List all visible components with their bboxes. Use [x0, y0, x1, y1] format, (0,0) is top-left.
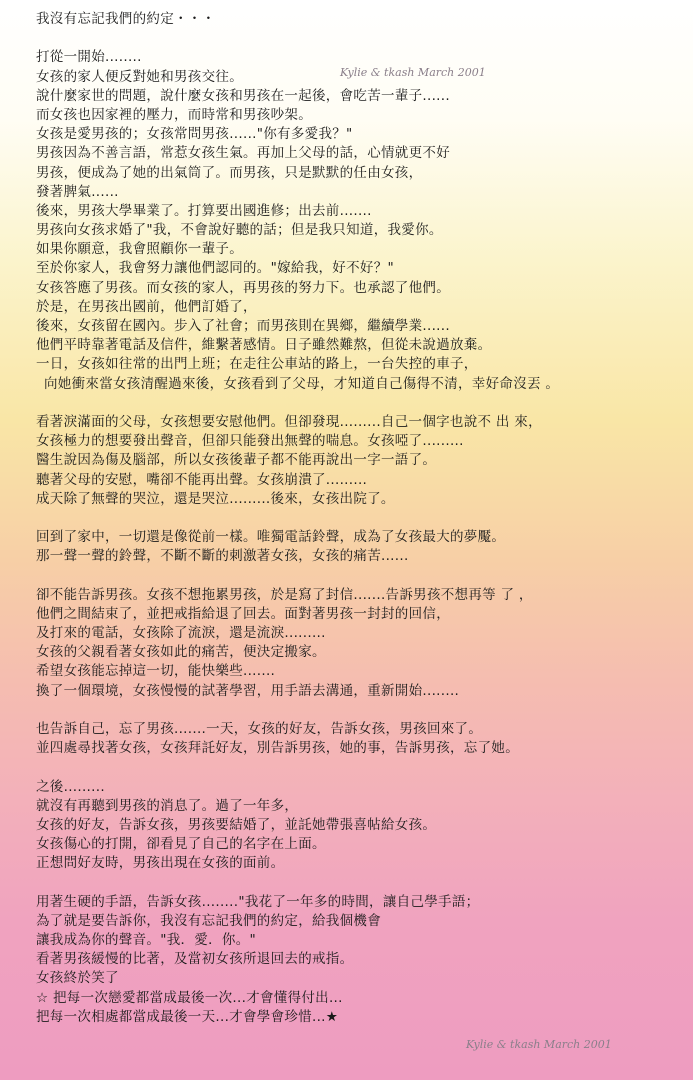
text-line: 成天除了無聲的哭泣，還是哭泣.........後來，女孩出院了。: [36, 490, 395, 507]
text-line: 後來，女孩留在國內。步入了社會；而男孩則在異鄉，繼續學業......: [36, 318, 450, 334]
spacer: [36, 29, 676, 48]
text-line: 他們平時靠著電話及信件，維繫著感情。日子雖然難熬，但從未說過放棄。: [36, 337, 492, 354]
paragraph: [36, 413, 676, 509]
text-line: 回到了家中，一切還是像從前一樣。唯獨電話鈴聲，成為了女孩最大的夢魘。: [36, 529, 506, 546]
text-line: 女孩是愛男孩的；女孩常問男孩......"你有多愛我？": [36, 126, 353, 143]
text-line: 至於你家人，我會努力讓他們認同的。"嫁給我，好不好？": [36, 260, 395, 277]
signature-watermark-top: Kylie & tkash March 2001: [340, 66, 486, 79]
paragraph: [36, 778, 676, 874]
paragraph: [36, 893, 676, 1027]
text-line: 讓我成為你的聲音。"我．愛．你。": [36, 932, 257, 948]
text-line: 看著淚滿面的父母，女孩想要安慰他們。但卻發現.........自己一個字也說不 出 來，: [36, 413, 542, 430]
text-line: 換了一個環境，女孩慢慢的試著學習，用手語去溝通，重新開始........: [36, 682, 460, 699]
text-line: 女孩極力的想要發出聲音，但卻只能發出無聲的喘息。女孩啞了.........: [36, 433, 464, 450]
spacer: [36, 509, 676, 528]
paragraph: [36, 586, 676, 701]
text-line: 女孩的父親看著女孩如此的痛苦，便決定搬家。: [36, 644, 326, 661]
signature-watermark-bottom: Kylie & tkash March 2001: [466, 1038, 612, 1051]
text-line: 發著脾氣......: [36, 183, 119, 200]
text-line: 女孩的好友，告訴女孩，男孩要結婚了，並託她帶張喜帖給女孩。: [36, 816, 437, 833]
text-line: 說什麼家世的問題，說什麼女孩和男孩在一起後，會吃苦一輩子......: [36, 87, 450, 104]
text-line: 正想問好友時，男孩出現在女孩的面前。: [36, 855, 285, 872]
text-line: 之後.........: [36, 778, 105, 795]
text-line: 就沒有再聽到男孩的消息了。過了一年多，: [36, 797, 299, 814]
text-line: 一日，女孩如往常的出門上班；在走往公車站的路上，一台失控的車子，: [36, 356, 478, 373]
text-line: 卻不能告訴男孩。女孩不想拖累男孩，於是寫了封信.......告訴男孩不想再等 了 ，: [36, 586, 533, 603]
spacer: [36, 758, 676, 777]
text-line: 希望女孩能忘掉這一切，能快樂些.......: [36, 663, 276, 680]
text-line: 女孩傷心的打開，卻看見了自己的名字在上面。: [36, 836, 326, 853]
text-line: 為了就是要告訴你，我沒有忘記我們的約定，給我個機會: [36, 912, 381, 929]
paragraph: [36, 48, 676, 393]
text-line: 及打來的電話，女孩除了流淚，還是流淚.........: [36, 625, 326, 641]
spacer: [36, 701, 676, 720]
closing-line-star: ☆ 把每一次戀愛都當成最後一次...才會懂得付出...: [36, 989, 343, 1006]
text-line: 於是，在男孩出國前，他們訂婚了，: [36, 298, 257, 315]
text-line: 他們之間結束了，並把戒指給退了回去。面對著男孩一封封的回信，: [36, 605, 450, 622]
text-line: 醫生說因為傷及腦部，所以女孩後輩子都不能再說出一字一語了。: [36, 452, 437, 469]
story-title: 我沒有忘記我們的約定・・・: [36, 11, 216, 27]
text-line: 女孩終於笑了: [36, 970, 119, 987]
text-line: 女孩的家人便反對她和男孩交往。: [36, 68, 243, 85]
text-line: 而女孩也因家裡的壓力，而時常和男孩吵架。: [36, 106, 312, 123]
paragraph: [36, 528, 676, 566]
text-line: 男孩向女孩求婚了"我，不會說好聽的話；但是我只知道，我愛你。: [36, 222, 443, 239]
text-line: 那一聲一聲的鈴聲，不斷不斷的刺激著女孩，女孩的痛苦......: [36, 548, 409, 565]
text-line: 如果你願意，我會照顧你一輩子。: [36, 241, 243, 258]
text-line: 女孩答應了男孩。而女孩的家人，再男孩的努力下。也承認了他們。: [36, 279, 450, 296]
closing-line-star: 把每一次相處都當成最後一天...才會學會珍惜...★: [36, 1008, 339, 1025]
spacer: [36, 394, 676, 413]
text-line: 看著男孩緩慢的比著，及當初女孩所退回去的戒指。: [36, 951, 354, 968]
text-line: 男孩，便成為了她的出氣筒了。而男孩，只是默默的任由女孩，: [36, 164, 423, 181]
paragraph: [36, 720, 676, 758]
text-line: 向她衝來當女孩清醒過來後，女孩看到了父母，才知道自己傷得不清，幸好命沒丟 。: [44, 375, 560, 392]
text-line: 也告訴自己，忘了男孩.......一天，女孩的好友，告訴女孩，男孩回來了。: [36, 720, 483, 737]
spacer: [36, 873, 676, 892]
text-line: 並四處尋找著女孩，女孩拜託好友，別告訴男孩，她的事，告訴男孩，忘了她。: [36, 740, 519, 757]
text-line: 打從一開始........: [36, 49, 142, 66]
text-line: 用著生硬的手語，告訴女孩........"我花了一年多的時間，讓自己學手語；: [36, 893, 480, 910]
text-line: 聽著父母的安慰，嘴卻不能再出聲。女孩崩潰了.........: [36, 471, 368, 488]
text-line: 後來，男孩大學畢業了。打算要出國進修；出去前.......: [36, 202, 372, 219]
text-line: 男孩因為不善言語，常惹女孩生氣。再加上父母的話，心情就更不好: [36, 145, 450, 162]
story-text: [36, 10, 676, 1027]
spacer: [36, 566, 676, 585]
